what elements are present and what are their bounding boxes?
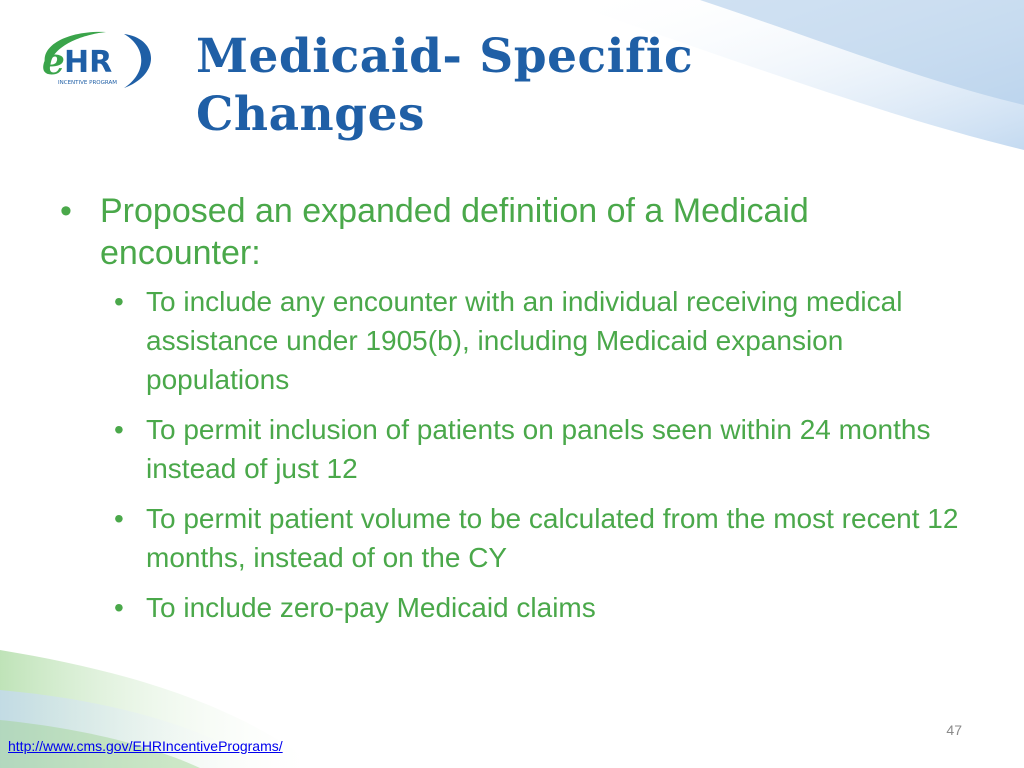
bullet-dot-icon: •: [114, 414, 124, 445]
logo-subtitle: INCENTIVE PROGRAM: [58, 80, 117, 86]
sub-bullet-list: [60, 282, 960, 627]
bullet-dot-icon: •: [114, 592, 124, 623]
sub-bullet: [60, 282, 960, 399]
footer-link[interactable]: http://www.cms.gov/EHRIncentivePrograms/: [8, 738, 283, 754]
logo-letters-hr: HR: [64, 45, 113, 80]
sub-bullet-text: To include zero-pay Medicaid claims: [146, 592, 596, 623]
main-bullet-text: Proposed an expanded definition of a Medicaid encounter:: [100, 192, 809, 272]
sub-bullet-text: To permit inclusion of patients on panels seen within 24 months instead of just 12: [146, 414, 931, 484]
slide-title-line-1: Medicaid- Specific: [196, 29, 694, 84]
main-bullet: [60, 190, 960, 274]
logo-blue-arc-icon: [124, 34, 151, 88]
bullet-dot-icon: •: [114, 503, 124, 534]
sub-bullet: [60, 588, 960, 627]
ehr-incentive-program-logo: [28, 26, 160, 96]
slide-title-line-2: Changes: [196, 87, 425, 142]
sub-bullet: [60, 410, 960, 488]
bullet-dot-icon: •: [60, 192, 72, 230]
slide-title: [196, 28, 693, 144]
sub-bullet: [60, 499, 960, 577]
logo-letter-e: e: [42, 41, 65, 83]
slide-body: [60, 190, 960, 638]
sub-bullet-text: To include any encounter with an individual receiving medical assistance under 1905(b), including Medicaid expansion populations: [146, 286, 903, 395]
bullet-dot-icon: •: [114, 286, 124, 317]
page-number: 47: [946, 722, 962, 738]
sub-bullet-text: To permit patient volume to be calculated from the most recent 12 months, instead of on the CY: [146, 503, 959, 573]
